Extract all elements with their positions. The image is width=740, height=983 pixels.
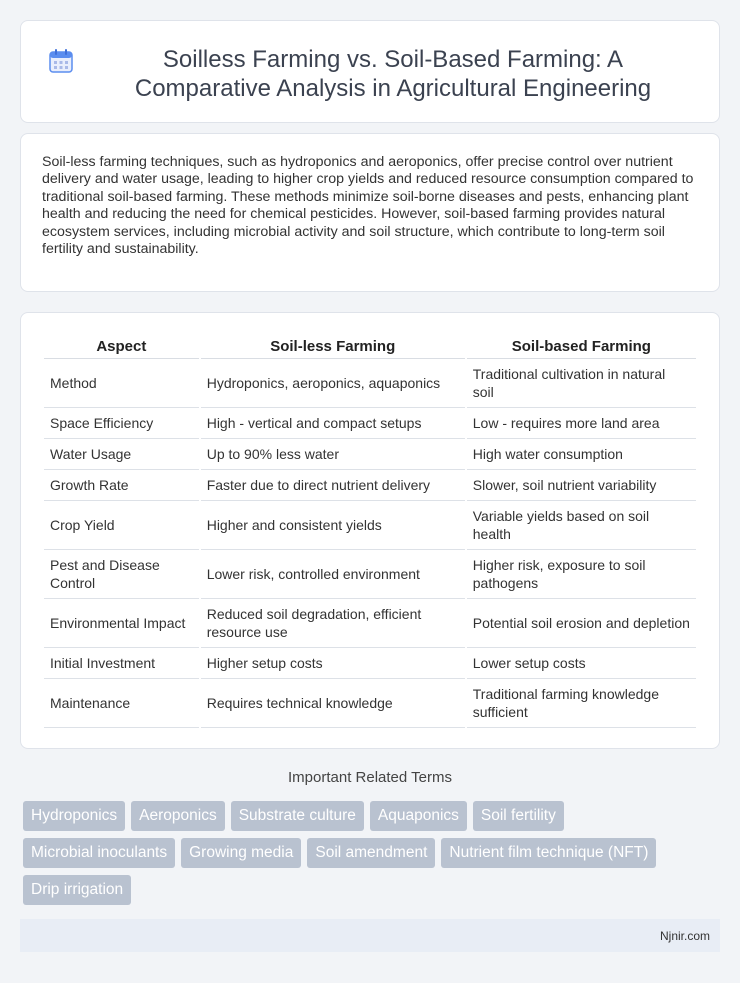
cell-aspect: Method [44,359,199,408]
table-row [44,470,696,501]
table-row [44,501,696,550]
cell-soilless: Requires technical knowledge [201,679,465,728]
cell-soil-based: Traditional farming knowledge sufficient [467,679,696,728]
table-row [44,550,696,599]
cell-soilless: Hydroponics, aeroponics, aquaponics [201,359,465,408]
term-tag[interactable]: Drip irrigation [23,875,131,905]
table-row [44,439,696,470]
cell-soil-based: High water consumption [467,439,696,470]
cell-aspect: Space Efficiency [44,408,199,439]
table-row [44,599,696,648]
table-row [44,408,696,439]
table-row [44,359,696,408]
cell-aspect: Environmental Impact [44,599,199,648]
cell-soil-based: Low - requires more land area [467,408,696,439]
cell-aspect: Crop Yield [44,501,199,550]
term-tag[interactable]: Soil fertility [473,801,564,831]
footer [20,919,720,952]
cell-soil-based: Higher risk, exposure to soil pathogens [467,550,696,599]
cell-soil-based: Variable yields based on soil health [467,501,696,550]
summary-text: Soil-less farming techniques, such as hydroponics and aeroponics, offer precise control over nutrient delivery and water usage, leading to higher crop yields and reduced resource consumption compared to traditional soil-based farming. These methods minimize soil-borne diseases and pests, enhancing plant health and reducing the need for chemical pesticides. However, soil-based farming provides natural ecosystem services, including microbial activity and soil structure, which contribute to long-term soil fertility and sustainability. [42,154,694,258]
comparison-table [42,331,698,728]
cell-soilless: High - vertical and compact setups [201,408,465,439]
cell-aspect: Growth Rate [44,470,199,501]
cell-soilless: Faster due to direct nutrient delivery [201,470,465,501]
cell-aspect: Pest and Disease Control [44,550,199,599]
term-tag[interactable]: Microbial inoculants [23,838,175,868]
term-tag[interactable]: Aquaponics [370,801,467,831]
cell-aspect: Initial Investment [44,648,199,679]
term-tag[interactable]: Nutrient film technique (NFT) [441,838,656,868]
cell-soilless: Higher setup costs [201,648,465,679]
term-tag[interactable]: Aeroponics [131,801,225,831]
summary-card [20,133,720,292]
cell-soilless: Higher and consistent yields [201,501,465,550]
term-tag[interactable]: Soil amendment [307,838,435,868]
header-aspect: Aspect [44,331,199,359]
table-row [44,679,696,728]
title-card [20,20,720,123]
cell-soil-based: Lower setup costs [467,648,696,679]
cell-aspect: Maintenance [44,679,199,728]
cell-soil-based: Slower, soil nutrient variability [467,470,696,501]
cell-soilless: Lower risk, controlled environment [201,550,465,599]
related-terms-heading: Important Related Terms [288,769,452,786]
cell-soilless: Reduced soil degradation, efficient resource use [201,599,465,648]
table-row [44,648,696,679]
calendar-icon [47,47,75,75]
term-tag[interactable]: Growing media [181,838,301,868]
cell-soilless: Up to 90% less water [201,439,465,470]
page-title: Soilless Farming vs. Soil-Based Farming: A Comparative Analysis in Agricultural Engineering [134,46,652,102]
term-tag[interactable]: Hydroponics [23,801,125,831]
header-soilless: Soil-less Farming [201,331,465,359]
cell-aspect: Water Usage [44,439,199,470]
related-terms-list [23,801,703,905]
cell-soil-based: Traditional cultivation in natural soil [467,359,696,408]
footer-site-link[interactable]: Njnir.com [659,929,710,943]
cell-soil-based: Potential soil erosion and depletion [467,599,696,648]
term-tag[interactable]: Substrate culture [231,801,364,831]
header-soil-based: Soil-based Farming [467,331,696,359]
comparison-table-card [20,312,720,749]
